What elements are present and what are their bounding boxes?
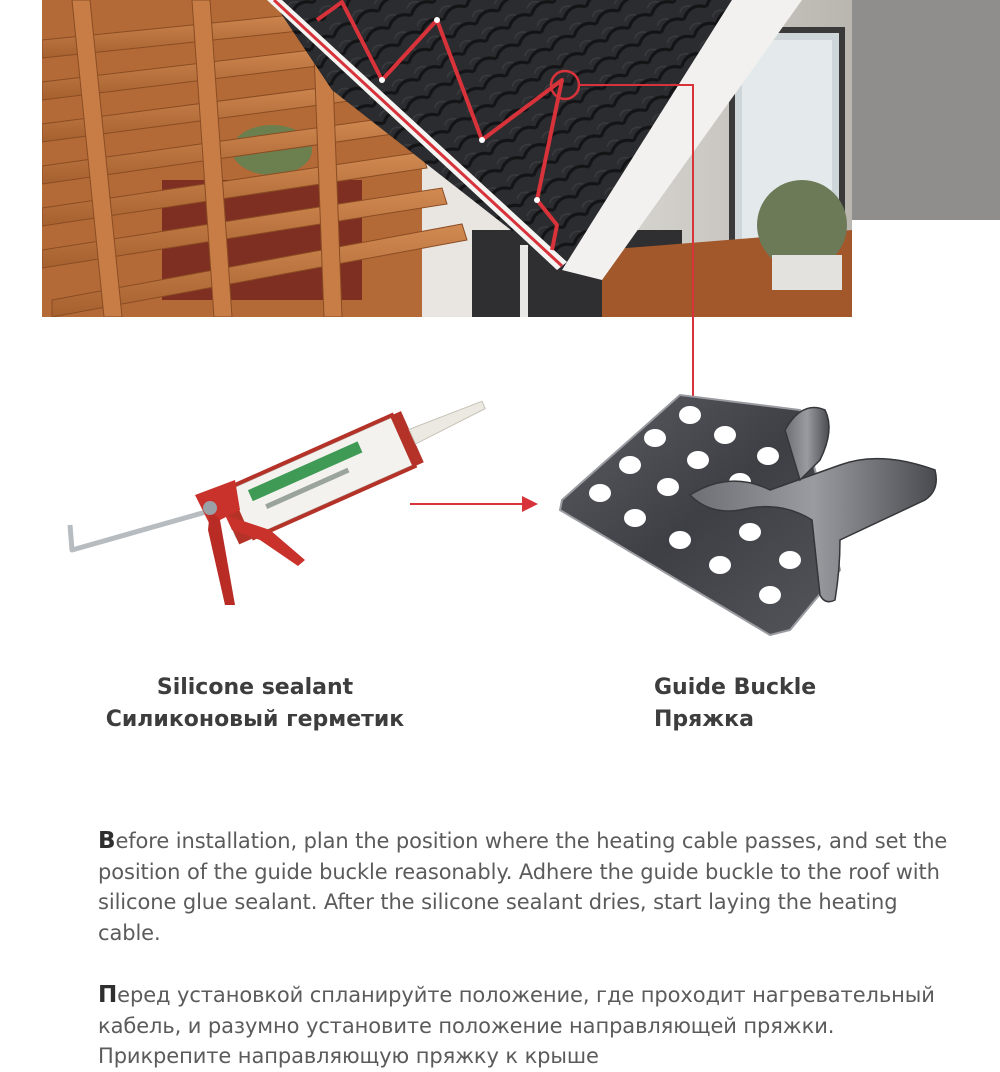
guide-buckle-image <box>540 390 950 640</box>
roof-illustration <box>42 0 852 317</box>
buckle-caption <box>654 672 974 736</box>
gray-accent-block <box>852 0 1000 220</box>
buckle-caption-ru: Пряжка <box>654 707 754 732</box>
caulking-gun-icon <box>60 390 500 620</box>
caulking-gun-image <box>60 390 500 620</box>
buckle-caption-en: Guide Buckle <box>654 675 817 700</box>
instruction-text-ru: еред установкой спланируйте положение, где проходит нагревательный кабель, и разумно установите положение направляющей пряжки. Прикрепите направляющую пряжку к крыше <box>98 983 935 1068</box>
instruction-text-en: efore installation, plan the position where the heating cable passes, and set the position of the guide buckle reasonably. Adhere the guide buckle to the roof with silicone glue sealant. After the silicone sealant dries, start laying the heating cable. <box>98 829 948 945</box>
guide-buckle-icon <box>540 390 950 640</box>
sealant-caption-ru: Силиконовый герметик <box>105 707 405 732</box>
instruction-paragraph-en <box>98 826 948 948</box>
arrow-right-icon <box>522 496 538 512</box>
drop-cap-ru: П <box>98 982 118 1008</box>
instruction-paragraph-ru <box>98 980 948 1072</box>
sealant-caption-en: Silicone sealant <box>156 675 354 700</box>
roof-heating-cable-image <box>42 0 852 317</box>
drop-cap-en: B <box>98 828 116 854</box>
sealant-caption <box>60 672 450 736</box>
